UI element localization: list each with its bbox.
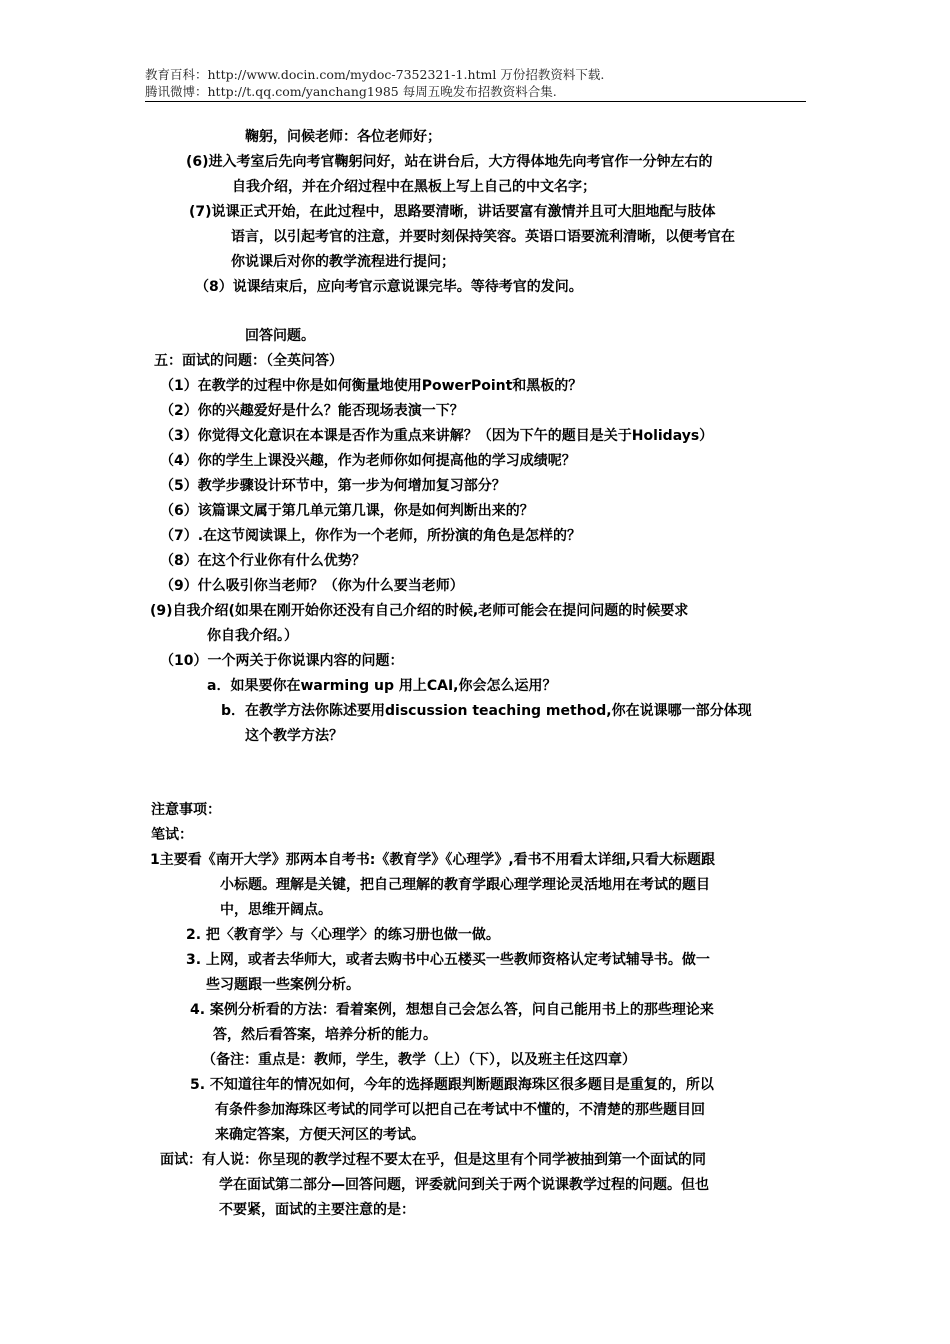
text-line: 你说课后对你的教学流程进行提问； xyxy=(231,254,455,270)
note-item: 面试：有人说：你呈现的教学过程不要太在乎，但是这里有个同学被抽到第一个面试的同 xyxy=(160,1152,706,1168)
page-header xyxy=(145,66,806,102)
text-line: （8）说课结束后，应向考官示意说课完毕。等待考官的发问。 xyxy=(195,279,583,295)
question-item: （3）你觉得文化意识在本课是否作为重点来讲解？（因为下午的题目是关于Holidays） xyxy=(160,428,714,444)
question-item: （10）一个两关于你说课内容的问题： xyxy=(160,653,404,669)
header-line-2: 腾讯微博：http://t.qq.com/yanchang1985 每周五晚发布招教资料合集. xyxy=(145,84,557,99)
note-remark: （备注：重点是：教师，学生，教学（上）（下），以及班主任这四章） xyxy=(202,1052,636,1068)
text-line: 不要紧，面试的主要注意的是： xyxy=(219,1202,415,1218)
text-line: 学在面试第二部分—回答问题，评委就问到关于两个说课教学过程的问题。但也 xyxy=(219,1177,709,1193)
question-item: （1）在教学的过程中你是如何衡量地使用PowerPoint和黑板的？ xyxy=(160,378,583,394)
text-line: 这个教学方法？ xyxy=(245,728,343,744)
section-heading: 五：面试的问题：（全英问答） xyxy=(154,353,343,369)
text-line: 鞠躬，问候老师：各位老师好； xyxy=(245,129,441,145)
text-line: (6)进入考室后先向考官鞠躬问好，站在讲台后，大方得体地先向考官作一分钟左右的 xyxy=(186,154,713,170)
text-line: 答，然后看答案，培养分析的能力。 xyxy=(213,1027,437,1043)
note-item: 2. 把〈教育学〉与〈心理学〉的练习册也做一做。 xyxy=(186,927,500,943)
question-item: （7）.在这节阅读课上，你作为一个老师，所扮演的角色是怎样的？ xyxy=(160,528,582,544)
question-item: （8）在这个行业你有什么优势？ xyxy=(160,553,366,569)
text-line: 小标题。理解是关键，把自己理解的教育学跟心理学理论灵活地用在考试的题目 xyxy=(220,877,710,893)
text-line: 些习题跟一些案例分析。 xyxy=(206,977,360,993)
text-line: 有条件参加海珠区考试的同学可以把自己在考试中不懂的，不清楚的那些题目回 xyxy=(215,1102,705,1118)
note-item: 4. 案例分析看的方法：看着案例，想想自己会怎么答，问自己能用书上的那些理论来 xyxy=(190,1002,714,1018)
section-heading: 笔试： xyxy=(151,827,193,843)
question-item: （5）教学步骤设计环节中，第一步为何增加复习部分？ xyxy=(160,478,506,494)
sub-question: a．如果要你在warming up 用上CAI,你会怎么运用？ xyxy=(207,678,557,694)
question-item: （4）你的学生上课没兴趣，作为老师你如何提高他的学习成绩呢？ xyxy=(160,453,576,469)
sub-question: b．在教学方法你陈述要用discussion teaching method,你在说课哪一部分体现 xyxy=(221,703,752,719)
header-line-1: 教育百科：http://www.docin.com/mydoc-7352321-1.html 万份招教资料下载. xyxy=(145,67,605,82)
note-item: 5. 不知道往年的情况如何，今年的选择题跟判断题跟海珠区很多题目是重复的，所以 xyxy=(190,1077,714,1093)
text-line: 中，思维开阔点。 xyxy=(220,902,332,918)
text-line: 语言，以引起考官的注意，并要时刻保持笑容。英语口语要流利清晰，以便考官在 xyxy=(231,229,735,245)
question-item: （6）该篇课文属于第几单元第几课，你是如何判断出来的？ xyxy=(160,503,534,519)
note-item: 3. 上网，或者去华师大，或者去购书中心五楼买一些教师资格认定考试辅导书。做一 xyxy=(186,952,710,968)
note-item: 1主要看《南开大学》那两本自考书:《教育学》《心理学》,看书不用看太详细,只看大标题跟 xyxy=(150,852,715,868)
question-item: （9）什么吸引你当老师？（你为什么要当老师） xyxy=(160,578,464,594)
text-line: 你自我介绍。） xyxy=(207,628,298,644)
text-line: 自我介绍，并在介绍过程中在黑板上写上自己的中文名字； xyxy=(232,179,596,195)
question-item: (9)自我介绍(如果在刚开始你还没有自己介绍的时候,老师可能会在提问问题的时候要求 xyxy=(150,603,689,619)
section-heading: 注意事项： xyxy=(151,802,221,818)
text-line: 回答问题。 xyxy=(245,328,315,344)
question-item: （2）你的兴趣爱好是什么？能否现场表演一下？ xyxy=(160,403,464,419)
text-line: 来确定答案，方便天河区的考试。 xyxy=(215,1127,425,1143)
text-line: (7)说课正式开始，在此过程中，思路要清晰，讲话要富有激情并且可大胆地配与肢体 xyxy=(189,204,716,220)
